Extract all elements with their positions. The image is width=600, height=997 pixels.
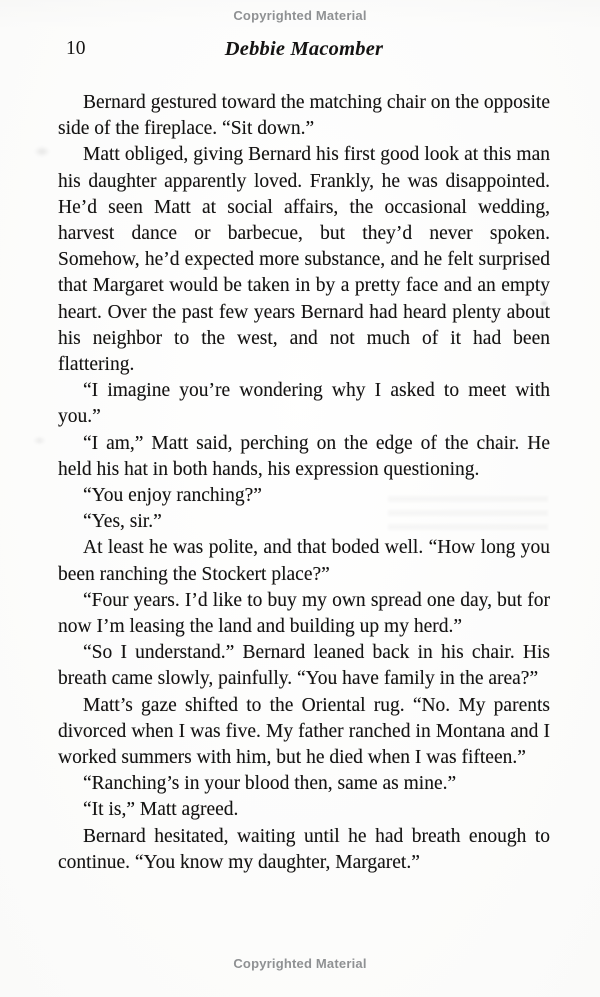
paragraph: Matt’s gaze shifted to the Oriental rug. “No. My parents divorced when I was five. My father ranched in Montana and I worked summers with him, but he died when I was fifteen.” [58, 694, 550, 769]
paragraph: “Four years. I’d like to buy my own spread one day, but for now I’m leasing the land and building up my herd.” [58, 589, 550, 638]
paragraph: Matt obliged, giving Bernard his first good look at this man his daughter apparently loved. Frankly, he was disappointed. He’d seen Matt at social affairs, the occasional wedding, harvest dance or barbecue, but they’d never spoken. Somehow, he’d expected more substance, and he felt surprised that Margaret would be taken in by a pretty face and an empty heart. Over the past few years Bernard had heard plenty about his neighbor to the west, and not much of it had been flattering. [58, 144, 550, 376]
page-body-text [58, 90, 550, 876]
paragraph: “You enjoy ranching?” [83, 485, 262, 507]
running-header [58, 38, 550, 64]
paragraph: Bernard hesitated, waiting until he had breath enough to continue. “You know my daughter, Margaret.” [58, 825, 550, 873]
scan-smudge [33, 436, 46, 445]
paragraph: “So I understand.” Bernard leaned back in his chair. His breath came slowly, painfully. “You have family in the area?” [58, 642, 550, 690]
running-title-author: Debbie Macomber [224, 38, 384, 60]
paragraph: “It is,” Matt agreed. [83, 799, 239, 821]
copyright-notice-top: Copyrighted Material [233, 8, 367, 23]
paragraph: Bernard gestured toward the matching chair on the opposite side of the fireplace. “Sit down.” [58, 92, 550, 140]
paragraph: “Ranching’s in your blood then, same as mine.” [83, 773, 457, 795]
scan-smudge [34, 146, 50, 157]
paragraph: At least he was polite, and that boded well. “How long you been ranching the Stockert place?” [58, 537, 550, 585]
paragraph: “I imagine you’re wondering why I asked to meet with you.” [58, 380, 550, 428]
copyright-notice-bottom: Copyrighted Material [233, 956, 367, 971]
paragraph: “I am,” Matt said, perching on the edge of the chair. He held his hat in both hands, his expression questioning. [58, 432, 550, 480]
paragraph: “Yes, sir.” [83, 511, 162, 533]
page-number: 10 [66, 38, 86, 59]
